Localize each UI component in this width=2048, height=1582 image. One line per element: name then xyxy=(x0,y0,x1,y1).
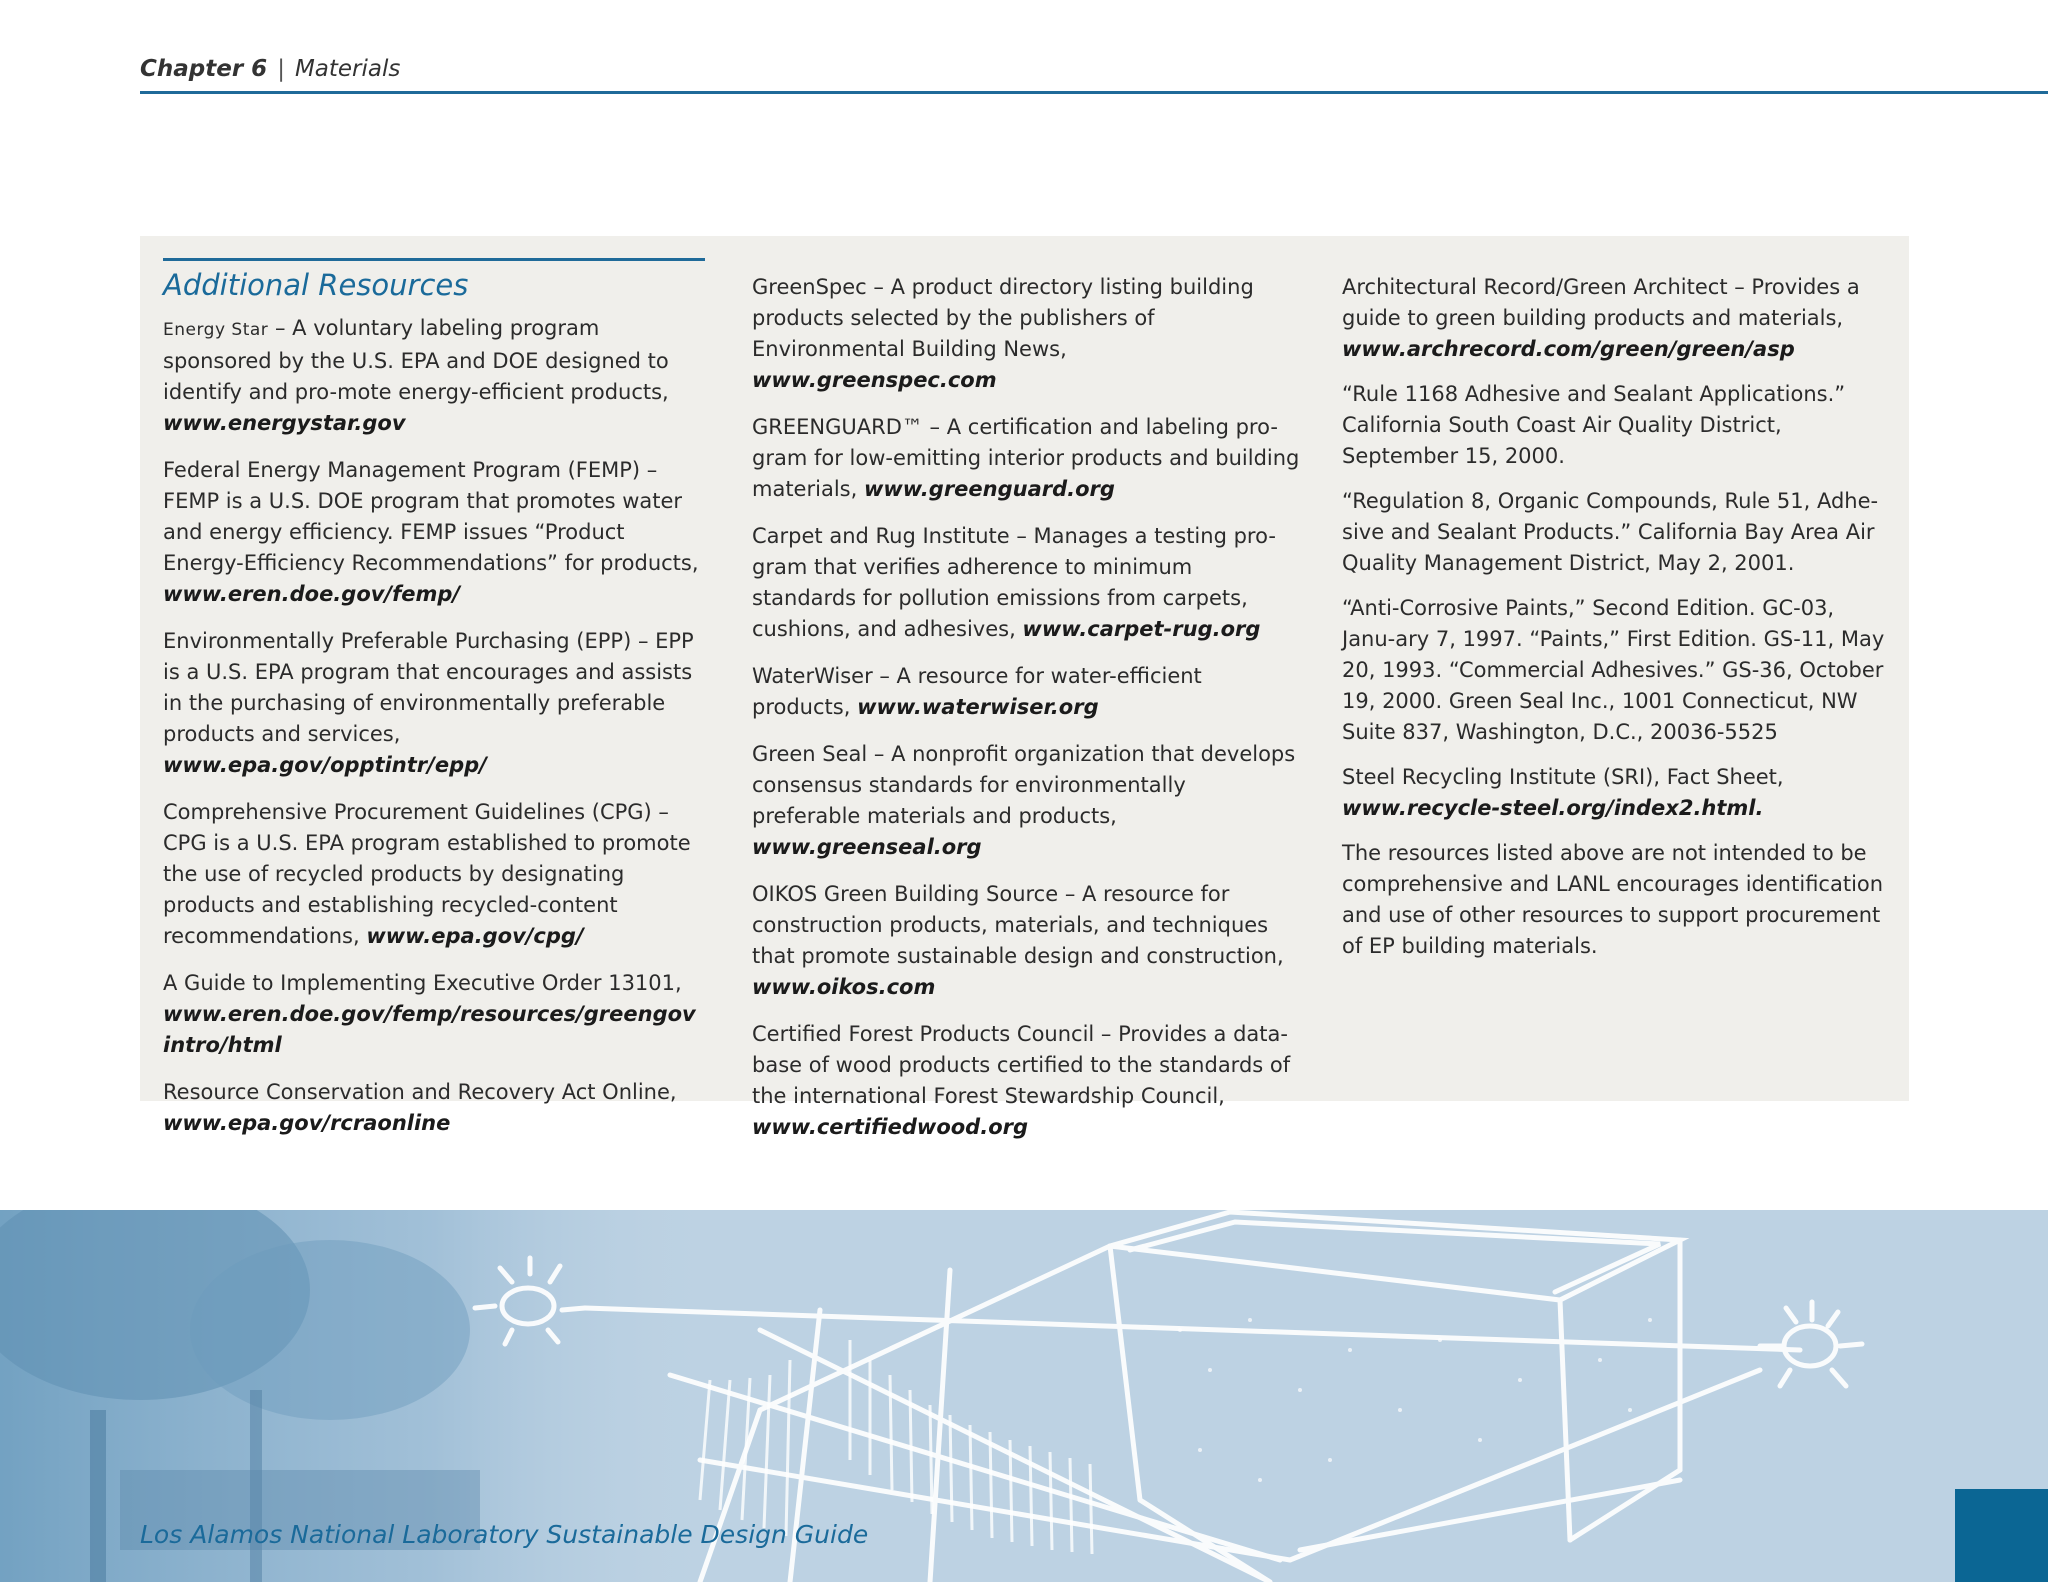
resource-entry xyxy=(163,1077,711,1139)
entry-text: Green Seal – A nonprofit organization that develops consensus standards for environmentally preferable materials and products, xyxy=(752,742,1296,828)
entry-text: WaterWiser – A resource for water-efficient products, xyxy=(752,664,1202,719)
entry-text: Certified Forest Products Council – Provides a data-base of wood products certified to the standards of the international Forest Stewardship Council, xyxy=(752,1022,1291,1108)
entry-url-link[interactable]: www.eren.doe.gov/femp/ xyxy=(163,582,461,606)
entry-url-link[interactable]: www.certifiedwood.org xyxy=(752,1115,1029,1139)
entry-url-link[interactable]: www.recycle-steel.org/index2.html. xyxy=(1342,796,1764,820)
resource-entry xyxy=(1342,272,1890,365)
entry-text: Resource Conservation and Recovery Act Online, xyxy=(163,1080,677,1104)
resource-entry xyxy=(1342,379,1890,472)
entry-url-link[interactable]: www.epa.gov/rcraonline xyxy=(163,1111,451,1135)
entry-url-link[interactable]: www.greenseal.org xyxy=(752,835,982,859)
chapter-label: Chapter 6 xyxy=(140,56,268,82)
resources-panel xyxy=(140,236,1909,1139)
footer-title: Los Alamos National Laboratory Sustainable Design Guide xyxy=(140,1520,869,1549)
entry-text: GreenSpec – A product directory listing building products selected by the publishers of Environmental Building News, xyxy=(752,275,1254,361)
entries xyxy=(752,272,1300,1143)
entry-text: – A voluntary labeling program sponsored by the U.S. EPA and DOE designed to identify and pro-mote energy-efficient products, xyxy=(163,316,669,404)
resource-entry xyxy=(1342,762,1890,824)
entry-url-link[interactable]: www.waterwiser.org xyxy=(857,695,1099,719)
entry-text: Steel Recycling Institute (SRI), Fact Sheet, xyxy=(1342,765,1784,789)
entry-text: GREENGUARD™ – A certification and labeling pro-gram for low-emitting interior products and building materials, xyxy=(752,415,1300,501)
entry-url-link[interactable]: www.energystar.gov xyxy=(163,411,406,435)
resource-entry xyxy=(1342,593,1890,748)
page-tab xyxy=(1955,1489,2048,1582)
resource-entry xyxy=(752,272,1300,396)
resource-entry xyxy=(163,968,711,1061)
entry-url-link[interactable]: www.oikos.com xyxy=(752,975,936,999)
entry-smallcaps-label: Energy Star xyxy=(163,320,269,340)
running-head xyxy=(140,56,400,82)
entry-url-link[interactable]: www.epa.gov/opptintr/epp/ xyxy=(163,753,487,777)
resource-entry xyxy=(163,313,711,439)
section-label: Materials xyxy=(294,56,401,82)
resource-entry xyxy=(752,412,1300,505)
entry-url-link[interactable]: www.epa.gov/cpg/ xyxy=(366,924,584,948)
resource-entry xyxy=(752,739,1300,863)
entry-text: Federal Energy Management Program (FEMP) – FEMP is a U.S. DOE program that promotes water and energy efficiency. FEMP issues “Product Energy-Efficiency Recommendations” for products, xyxy=(163,458,699,575)
resource-entry xyxy=(752,879,1300,1003)
entry-text: Comprehensive Procurement Guidelines (CPG) – CPG is a U.S. EPA program established to promote the use of recycled products by designating products and establishing recycled-content recommendations, xyxy=(163,800,691,948)
entry-url-link[interactable]: www.eren.doe.gov/femp/resources/greengov intro/html xyxy=(163,1002,696,1057)
resource-entry xyxy=(163,455,711,610)
entry-url-link[interactable]: www.archrecord.com/green/green/asp xyxy=(1342,337,1795,361)
title-rule xyxy=(163,258,705,261)
resource-entry xyxy=(1342,838,1890,962)
entry-text: Architectural Record/Green Architect – Provides a guide to green building products and materials, xyxy=(1342,275,1860,330)
entries xyxy=(163,313,711,1139)
entry-url-link[interactable]: www.greenguard.org xyxy=(863,477,1115,501)
header-separator: | xyxy=(277,56,285,82)
entry-url-link[interactable]: www.greenspec.com xyxy=(752,368,997,392)
entry-text: “Regulation 8, Organic Compounds, Rule 51, Adhe-sive and Sealant Products.” California Bay Area Air Quality Management District, May 2, 2001. xyxy=(1342,489,1879,575)
resources-column-2 xyxy=(752,272,1300,1159)
entry-text: Environmentally Preferable Purchasing (EPP) – EPP is a U.S. EPA program that encourages and assists in the purchasing of environmentally preferable products and services, xyxy=(163,629,694,746)
entries xyxy=(1342,272,1890,962)
entry-text: “Rule 1168 Adhesive and Sealant Applications.” California South Coast Air Quality District, September 15, 2000. xyxy=(1342,382,1846,468)
resources-column-1 xyxy=(163,258,711,1155)
resource-entry xyxy=(752,1019,1300,1143)
entry-text: The resources listed above are not intended to be comprehensive and LANL encourages identification and use of other resources to support procurement of EP building materials. xyxy=(1342,841,1884,958)
entry-text: “Anti-Corrosive Paints,” Second Edition. GC-03, Janu-ary 7, 1997. “Paints,” First Edition. GS-11, May 20, 1993. “Commercial Adhesives.” GS-36, October 19, 2000. Green Seal Inc., 1001 Connecticut, NW Suite 837, Washington, D.C., 20036-5525 xyxy=(1342,596,1885,744)
entry-text: Carpet and Rug Institute – Manages a testing pro-gram that verifies adherence to minimum standards for pollution emissions from carpets, cushions, and adhesives, xyxy=(752,524,1276,641)
resources-title: Additional Resources xyxy=(163,268,469,302)
entry-text: A Guide to Implementing Executive Order 13101, xyxy=(163,971,682,995)
resource-entry xyxy=(752,521,1300,645)
entry-url-link[interactable]: www.carpet-rug.org xyxy=(1022,617,1261,641)
header-rule xyxy=(140,91,2048,94)
resource-entry xyxy=(1342,486,1890,579)
entry-text: OIKOS Green Building Source – A resource for construction products, materials, and techniques that promote sustainable design and construction, xyxy=(752,882,1284,968)
resource-entry xyxy=(163,626,711,781)
resources-column-3 xyxy=(1342,272,1890,976)
resource-entry xyxy=(752,661,1300,723)
resource-entry xyxy=(163,797,711,952)
